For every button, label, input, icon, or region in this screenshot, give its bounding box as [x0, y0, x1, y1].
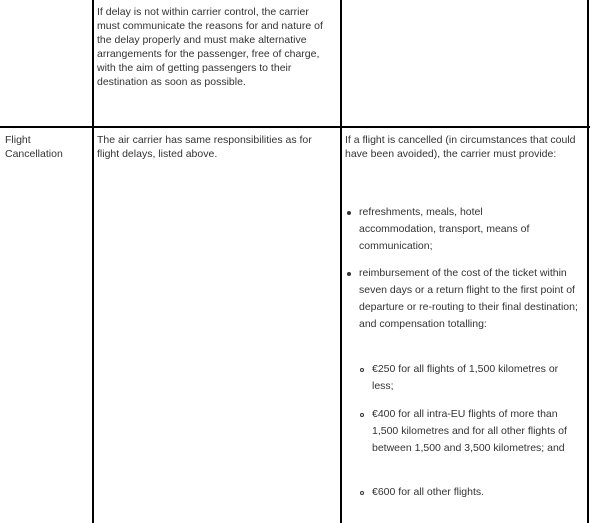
- column-divider-3: [587, 0, 589, 523]
- sub-bullet-marker: [360, 491, 364, 495]
- row-divider: [0, 126, 590, 128]
- bullet-item: refreshments, meals, hotel accommodation, transport, means of communication;: [359, 206, 530, 252]
- cancellation-carrier-text: The air carrier has same responsibilities as for flight delays, listed above.: [97, 134, 312, 160]
- sub-bullet-item: €250 for all flights of 1,500 kilometres or less;: [372, 363, 559, 392]
- column-divider-2: [340, 0, 342, 523]
- sub-bullet-marker: [360, 368, 364, 372]
- bullet-marker: [347, 272, 351, 276]
- column-divider-1: [92, 0, 94, 523]
- bullet-marker: [347, 211, 351, 215]
- bullet-item: reimbursement of the cost of the ticket within seven days or a return flight to the first point of departure or re-routing to their final destination; and compensation totalling:: [359, 267, 578, 330]
- cancellation-intro-text: If a flight is cancelled (in circumstances that could have been avoided), the carrier must provide:: [345, 134, 576, 160]
- delay-carrier-text: If delay is not within carrier control, the carrier must communicate the reasons for and nature of the delay properly and must make alternative arrangements for the passenger, free of charge, with the aim of getting passengers to their destination as soon as possible.: [97, 6, 323, 88]
- cancellation-label: Flight Cancellation: [5, 134, 63, 160]
- sub-bullet-item: €400 for all intra-EU flights of more than 1,500 kilometres and for all other flights of between 1,500 and 3,500 kilometres; and: [372, 408, 567, 454]
- sub-bullet-marker: [360, 413, 364, 417]
- sub-bullet-item: €600 for all other flights.: [372, 486, 485, 498]
